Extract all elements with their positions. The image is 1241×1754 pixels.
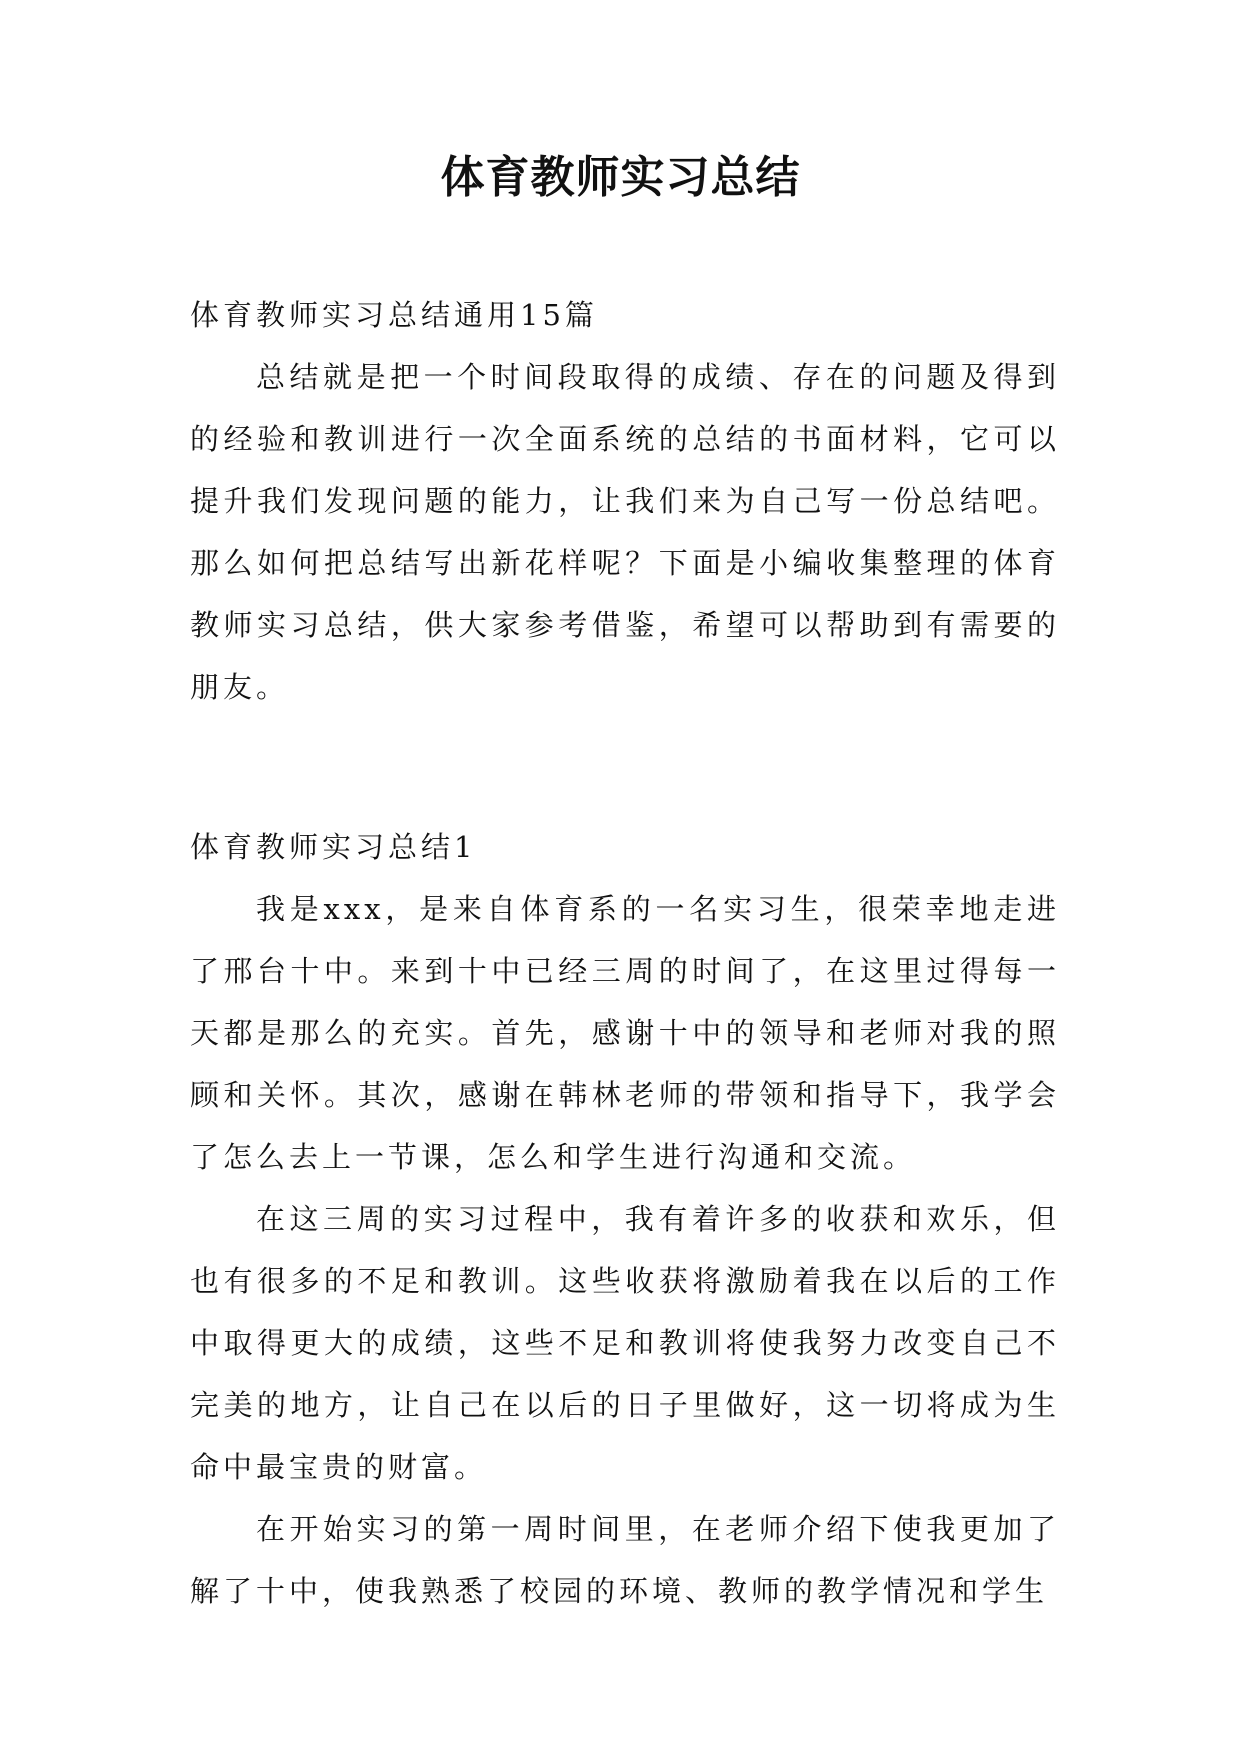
section-1-heading: 体育教师实习总结1 bbox=[190, 830, 477, 864]
intro-section bbox=[190, 284, 1060, 718]
intro-heading: 体育教师实习总结通用15篇 bbox=[190, 298, 598, 332]
section-1-paragraph-3: 在开始实习的第一周时间里，在老师介绍下使我更加了解了十中，使我熟悉了校园的环境、教师的教学情况和学生 bbox=[190, 1512, 1060, 1608]
section-1-paragraph-1: 我是xxx，是来自体育系的一名实习生，很荣幸地走进了邢台十中。来到十中已经三周的时间了，在这里过得每一天都是那么的充实。首先，感谢十中的领导和老师对我的照顾和关怀。其次，感谢在韩林老师的带领和指导下，我学会了怎么去上一节课，怎么和学生进行沟通和交流。 bbox=[190, 892, 1060, 1174]
section-1-paragraph-2: 在这三周的实习过程中，我有着许多的收获和欢乐，但也有很多的不足和教训。这些收获将激励着我在以后的工作中取得更大的成绩，这些不足和教训将使我努力改变自己不完美的地方，让自己在以后的日子里做好，这一切将成为生命中最宝贵的财富。 bbox=[190, 1202, 1060, 1484]
intro-paragraph: 总结就是把一个时间段取得的成绩、存在的问题及得到的经验和教训进行一次全面系统的总结的书面材料，它可以提升我们发现问题的能力，让我们来为自己写一份总结吧。那么如何把总结写出新花样呢？下面是小编收集整理的体育教师实习总结，供大家参考借鉴，希望可以帮助到有需要的朋友。 bbox=[190, 360, 1060, 704]
document-title: 体育教师实习总结 bbox=[440, 152, 801, 203]
section-1 bbox=[190, 816, 1060, 1622]
